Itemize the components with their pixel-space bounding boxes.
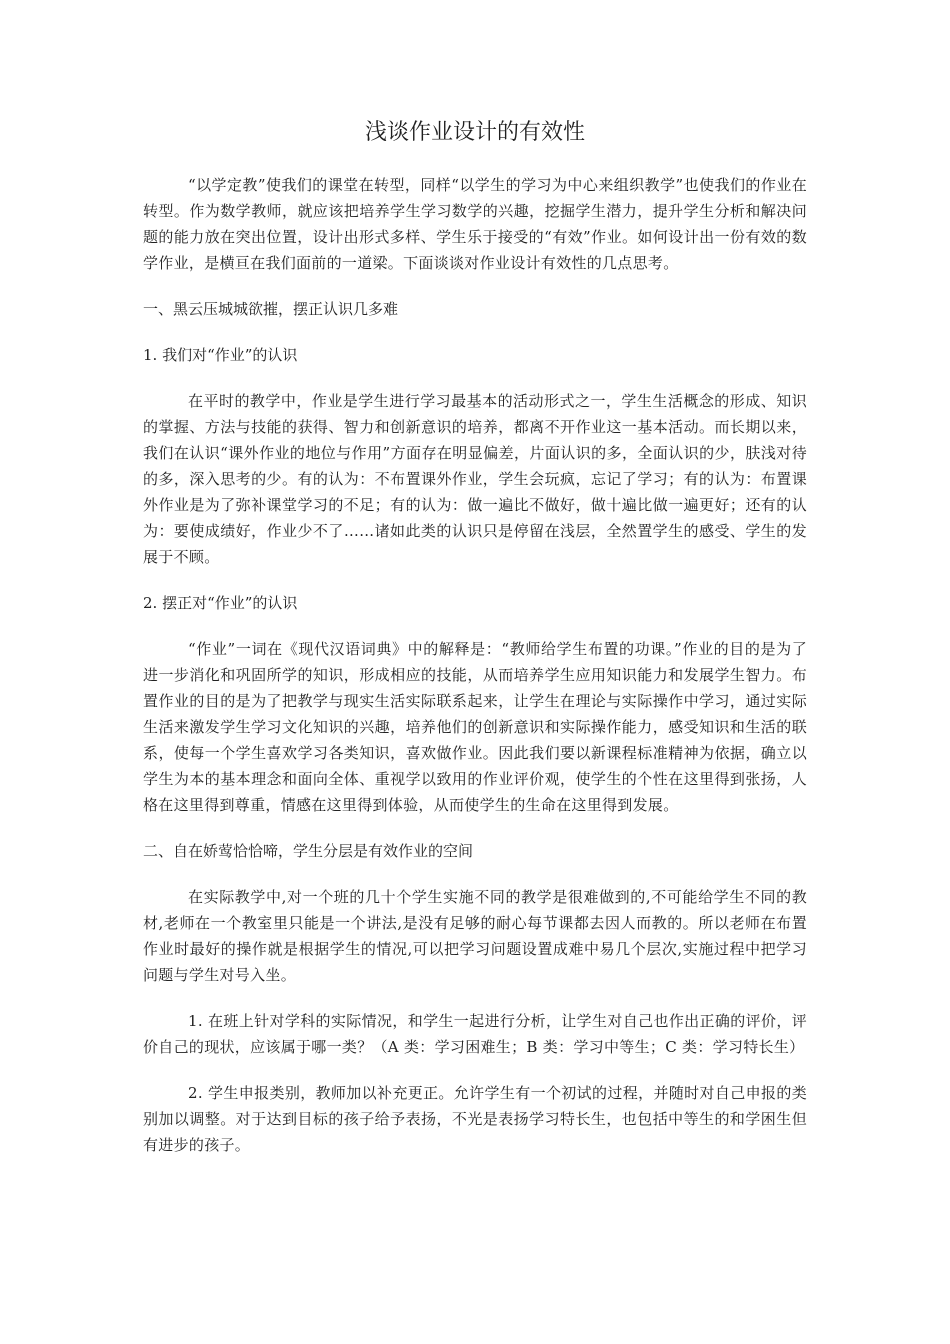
spacer (143, 864, 807, 884)
spacer (143, 988, 807, 1008)
body-paragraph-2: “作业”一词在《现代汉语词典》中的解释是：“教师给学生布置的功课。”作业的目的是为了进一步消化和巩固所学的知识，形成相应的技能，从而培养学生应用知识能力和发展学生智力。布置作业的目的是为了把教学与现实生活实际联系起来，让学生在理论与实际操作中学习，通过实际生活来激发学生学习文化知识的兴趣，培养他们的创新意识和实际操作能力，感受知识和生活的联系，使每一个学生喜欢学习各类知识，喜欢做作业。因此我们要以新课程标准精神为依据，确立以学生为本的基本理念和面向全体、重视学以致用的作业评价观，使学生的个性在这里得到张扬，人格在这里得到尊重，情感在这里得到体验，从而使学生的生命在这里得到发展。 (143, 640, 807, 814)
list-item-1: 1. 在班上针对学科的实际情况，和学生一起进行分析，让学生对自己也作出正确的评价，评价自己的现状，应该属于哪一类？（A 类：学习困难生；B 类：学习中等生；C 类：学习特长生） (143, 1012, 807, 1056)
document-title: 浅谈作业设计的有效性 (364, 120, 585, 145)
section-heading-1: 一、黑云压城城欲摧，摆正认识几多难 (143, 300, 399, 318)
body-paragraph-1: 在平时的教学中，作业是学生进行学习最基本的活动形式之一，学生生活概念的形成、知识的掌握、方法与技能的获得、智力和创新意识的培养，都离不开作业这一基本活动。而长期以来，我们在认识“课外作业的地位与作用”方面存在明显偏差，片面认识的多，全面认识的少，肤浅对待的多，深入思考的少。有的认为：不布置课外作业，学生会玩疯，忘记了学习；有的认为：布置课外作业是为了弥补课堂学习的不足；有的认为：做一遍比不做好，做十遍比做一遍更好；还有的认为：要使成绩好，作业少不了……诸如此类的认识只是停留在浅层，全然置学生的感受、学生的发展于不顾。 (143, 392, 807, 566)
section-heading-2: 二、自在娇莺恰恰啼，学生分层是有效作业的空间 (143, 842, 474, 860)
spacer (143, 276, 807, 296)
spacer (143, 322, 807, 342)
subheading-2: 2. 摆正对“作业”的认识 (143, 594, 298, 612)
body-paragraph-3: 在实际教学中,对一个班的几十个学生实施不同的教学是很难做到的,不可能给学生不同的教材,老师在一个教室里只能是一个讲法,是没有足够的耐心每节课都去因人而教的。所以老师在布置作业时最好的操作就是根据学生的情况,可以把学习问题设置成难中易几个层次,实施过程中把学习问题与学生对号入坐。 (143, 888, 807, 984)
spacer (143, 818, 807, 838)
intro-paragraph: “以学定教”使我们的课堂在转型，同样“以学生的学习为中心来组织教学”也使我们的作业在转型。作为数学教师，就应该把培养学生学习数学的兴趣，挖掘学生潜力，提升学生分析和解决问题的能力放在突出位置，设计出形式多样、学生乐于接受的“有效”作业。如何设计出一份有效的数学作业，是横亘在我们面前的一道梁。下面谈谈对作业设计有效性的几点思考。 (143, 176, 807, 272)
spacer (143, 368, 807, 388)
spacer (143, 616, 807, 636)
list-item-2: 2. 学生申报类别，教师加以补充更正。允许学生有一个初试的过程，并随时对自己申报的类别加以调整。对于达到目标的孩子给予表扬，不光是表扬学习特长生，也包括中等生的和学困生但有进步的孩子。 (143, 1084, 807, 1154)
subheading-1: 1. 我们对“作业”的认识 (143, 346, 298, 364)
spacer (143, 1060, 807, 1080)
spacer (143, 570, 807, 590)
